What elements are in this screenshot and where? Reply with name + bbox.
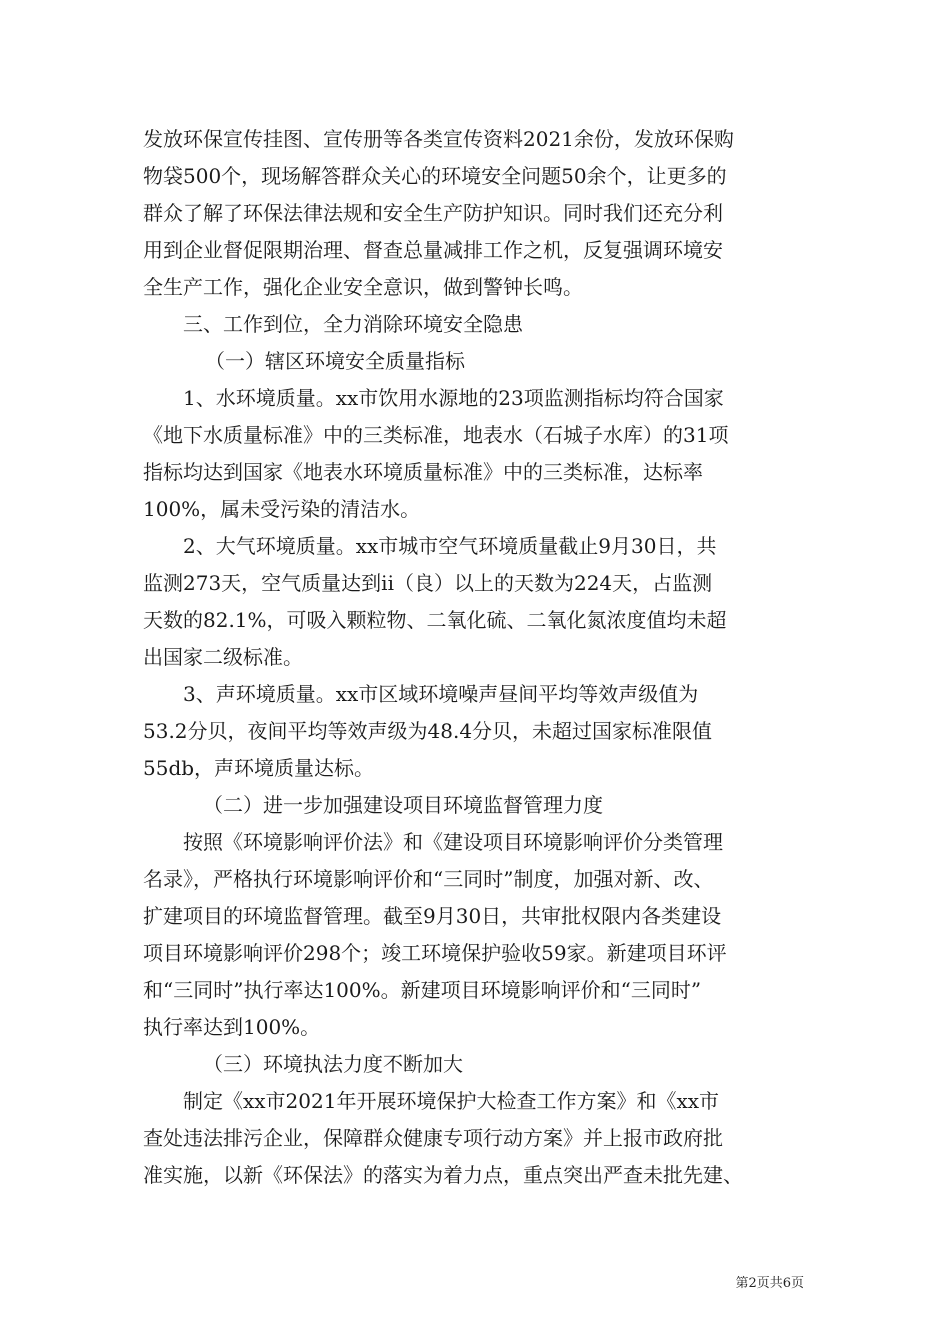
paragraph-line: 群众了解了环保法律法规和安全生产防护知识。同时我们还充分利 <box>143 201 723 225</box>
page-number: 第2页共6页 <box>735 1276 804 1291</box>
paragraph-line: 发放环保宣传挂图、宣传册等各类宣传资料2021余份，发放环保购 <box>143 127 734 151</box>
paragraph-line: 查处违法排污企业，保障群众健康专项行动方案》并上报市政府批 <box>143 1126 723 1150</box>
paragraph-line: 执行率达到100%。 <box>143 1015 321 1039</box>
section-heading: 三、工作到位，全力消除环境安全隐患 <box>183 312 523 336</box>
paragraph-line: 1、水环境质量。xx市饮用水源地的23项监测指标均符合国家 <box>183 386 724 410</box>
paragraph-line: 53.2分贝，夜间平均等效声级为48.4分贝，未超过国家标准限值 <box>143 719 713 743</box>
paragraph-line: 名录》，严格执行环境影响评价和“三同时”制度，加强对新、改、 <box>143 867 714 891</box>
paragraph-line: 监测273天，空气质量达到ii（良）以上的天数为224天，占监测 <box>143 571 713 595</box>
paragraph-line: 准实施，以新《环保法》的落实为着力点，重点突出严查未批先建、 <box>143 1163 743 1187</box>
paragraph-line: 55db，声环境质量达标。 <box>143 756 375 780</box>
paragraph-line: 3、声环境质量。xx市区域环境噪声昼间平均等效声级值为 <box>183 682 699 706</box>
paragraph-line: 全生产工作，强化企业安全意识，做到警钟长鸣。 <box>143 275 583 299</box>
paragraph-line: 《地下水质量标准》中的三类标准，地表水（石城子水库）的31项 <box>143 423 729 447</box>
paragraph-line: 制定《xx市2021年开展环境保护大检查工作方案》和《xx市 <box>183 1089 720 1113</box>
paragraph-line: 物袋500个，现场解答群众关心的环境安全问题50余个，让更多的 <box>143 164 727 188</box>
paragraph-line: 天数的82.1%，可吸入颗粒物、二氧化硫、二氧化氮浓度值均未超 <box>143 608 727 632</box>
paragraph-line: 2、大气环境质量。xx市城市空气环境质量截止9月30日，共 <box>183 534 717 558</box>
subsection-heading: （一）辖区环境安全质量指标 <box>205 349 465 373</box>
document-body <box>143 121 813 1194</box>
paragraph-line: 指标均达到国家《地表水环境质量标准》中的三类标准，达标率 <box>143 460 703 484</box>
paragraph-line: 出国家二级标准。 <box>143 645 303 669</box>
subsection-heading: （二）进一步加强建设项目环境监督管理力度 <box>203 793 603 817</box>
paragraph-line: 100%，属未受污染的清洁水。 <box>143 497 421 521</box>
subsection-heading: （三）环境执法力度不断加大 <box>203 1052 463 1076</box>
paragraph-line: 和“三同时”执行率达100%。新建项目环境影响评价和“三同时” <box>143 978 702 1002</box>
paragraph-line: 按照《环境影响评价法》和《建设项目环境影响评价分类管理 <box>183 830 723 854</box>
paragraph-line: 项目环境影响评价298个；竣工环境保护验收59家。新建项目环评 <box>143 941 727 965</box>
paragraph-line: 扩建项目的环境监督管理。截至9月30日，共审批权限内各类建设 <box>143 904 722 928</box>
paragraph-line: 用到企业督促限期治理、督查总量减排工作之机，反复强调环境安 <box>143 238 723 262</box>
